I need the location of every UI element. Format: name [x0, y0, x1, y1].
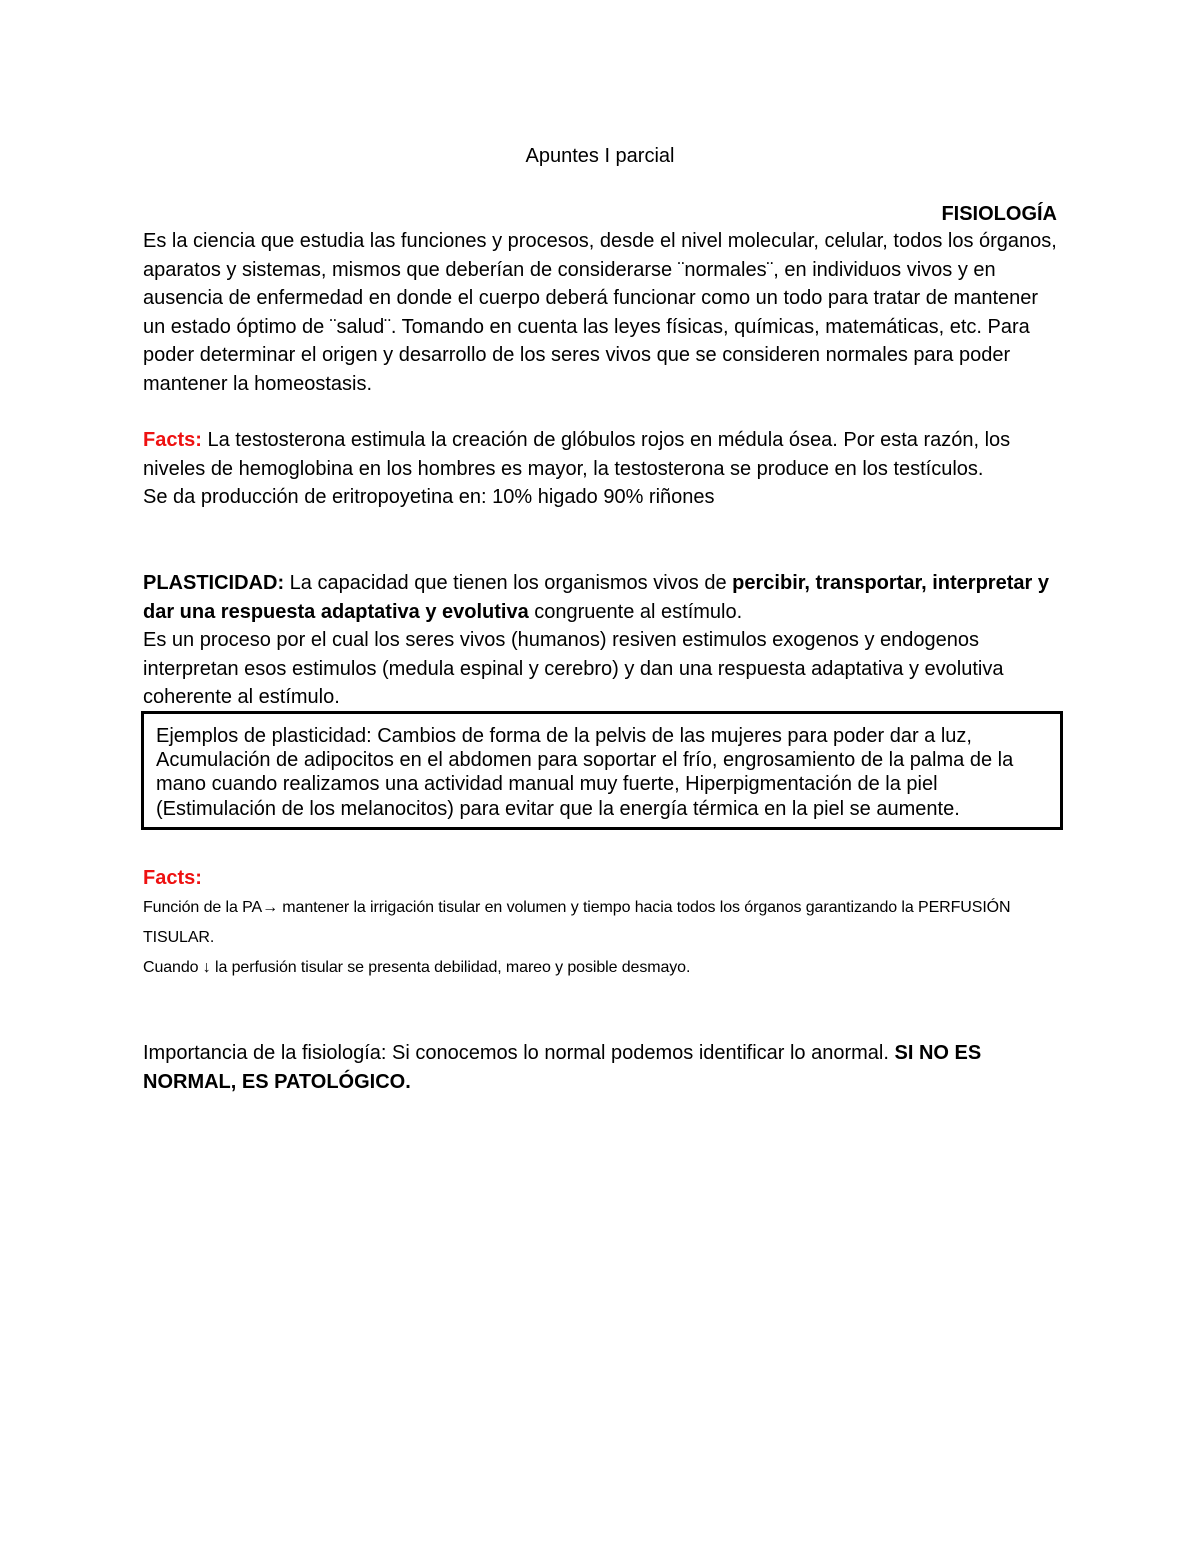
importance-paragraph: [143, 1039, 1063, 1096]
page-title: Apuntes I parcial: [525, 145, 675, 167]
facts-label: Facts:: [143, 429, 202, 451]
facts-eritropoyetina-line: Se da producción de eritropoyetina en: 10% higado 90% riñones: [143, 486, 715, 509]
facts-pa-line: Función de la PA→ mantener la irrigación tisular en volumen y tiempo hacia todos los órganos garantizando la PERFUSIÓN TISULAR.: [143, 898, 1011, 946]
plasticidad-bold-text: percibir, transportar, interpretar y dar una respuesta adaptativa y evolutiva: [143, 572, 1049, 623]
plasticidad-label: PLASTICIDAD:: [143, 572, 285, 594]
plasticidad-paragraph: [143, 569, 1063, 712]
section-heading-fisiologia: FISIOLOGÍA: [941, 203, 1057, 225]
facts-perfusion-line: Cuando ↓ la perfusión tisular se presenta debilidad, mareo y posible desmayo.: [143, 958, 691, 976]
facts-text: La testosterona estimula la creación de glóbulos rojos en médula ósea. Por esta razón, los niveles de hemoglobina en los hombres es mayor, la testosterona se produce en los testículos.: [143, 429, 1011, 480]
definition-paragraph: Es la ciencia que estudia las funciones y procesos, desde el nivel molecular, celular, todos los órganos, aparatos y sistemas, mismos que deberían de considerarse ¨normales¨, en individuos vivos y en ausencia de enfermedad en donde el cuerpo deberá funcionar como un todo para tratar de mantener un estado óptimo de ¨salud¨. Tomando en cuenta las leyes físicas, químicas, matemáticas, etc. Para poder determinar el origen y desarrollo de los seres vivos que se consideren normales para poder mantener la homeostasis.: [143, 230, 1057, 395]
plasticidad-process-paragraph: Es un proceso por el cual los seres vivos (humanos) resiven estimulos exogenos y endogenos interpretan esos estimulos (medula espinal y cerebro) y dan una respuesta adaptativa y evolutiva coherente al estímulo.: [143, 629, 1004, 709]
facts-paragraph-2: [143, 864, 1063, 983]
examples-box: Ejemplos de plasticidad: Cambios de forma de la pelvis de las mujeres para poder dar a luz, Acumulación de adipocitos en el abdomen para soportar el frío, engrosamiento de la palma de la mano cuando realizamos una actividad manual muy fuerte, Hiperpigmentación de la piel (Estimulación de los melanocitos) para evitar que la energía térmica en la piel se aumente.: [141, 711, 1063, 830]
facts-paragraph-1: [143, 426, 1063, 512]
plasticidad-text-a: La capacidad que tienen los organismos vivos de: [284, 572, 733, 594]
importance-bold: SI NO ES NORMAL, ES PATOLÓGICO.: [143, 1042, 982, 1093]
importance-text: Importancia de la fisiología: Si conocemos lo normal podemos identificar lo anormal.: [143, 1042, 895, 1064]
plasticidad-text-b: congruente al estímulo.: [528, 600, 743, 623]
facts-label-2: Facts:: [143, 867, 202, 889]
